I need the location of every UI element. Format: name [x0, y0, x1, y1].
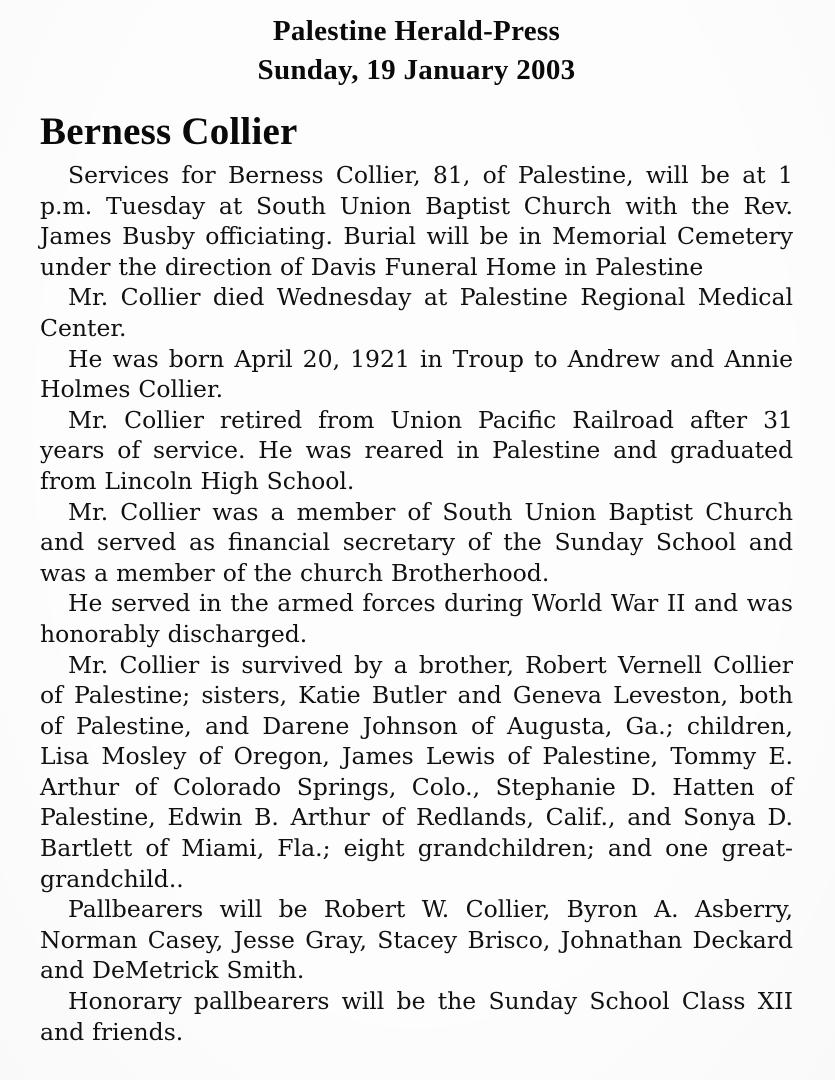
obituary-paragraph: Mr. Collier died Wednesday at Palestine Regional Medical Center.: [40, 283, 793, 342]
obituary-headline: Berness Collier: [40, 110, 298, 153]
obituary-paragraph: Mr. Collier is survived by a brother, Robert Vernell Collier of Palestine; sisters, Katie Butler and Geneva Leveston, both of Palestine, and Darene Johnson of Augusta, Ga.; children, Lisa Mosley of Oregon, James Lewis of Palestine, Tommy E. Arthur of Colorado Springs, Colo., Stephanie D. Hatten of Palestine, Edwin B. Arthur of Redlands, Calif., and Sonya D. Bartlett of Miami, Fla.; eight grandchildren; and one great-grandchild..: [40, 650, 793, 893]
obituary-paragraph: He served in the armed forces during World War II and was honorably discharged.: [40, 589, 793, 648]
obituary-paragraph: Mr. Collier was a member of South Union Baptist Church and served as financial secretary of the Sunday School and was a member of the church Brotherhood.: [40, 497, 793, 587]
article-body: [40, 160, 793, 1047]
obituary-paragraph: Pallbearers will be Robert W. Collier, Byron A. Asberry, Norman Casey, Jesse Gray, Stacey Brisco, Johnathan Deckard and DeMetrick Smith.: [40, 895, 793, 985]
obituary-paragraph: He was born April 20, 1921 in Troup to Andrew and Annie Holmes Collier.: [40, 344, 793, 404]
obituary-paragraph: Mr. Collier retired from Union Pacific Railroad after 31 years of service. He was reared in Palestine and graduated from Lincoln High School.: [40, 405, 793, 495]
publication-date: Sunday, 19 January 2003: [257, 54, 576, 86]
obituary-paragraph: Honorary pallbearers will be the Sunday School Class XII and friends.: [40, 987, 793, 1046]
obituary-paragraph: Services for Berness Collier, 81, of Palestine, will be at 1 p.m. Tuesday at South Union Baptist Church with the Rev. James Busby officiating. Burial will be in Memorial Cemetery under the direction of Davis Funeral Home in Palestine: [40, 161, 793, 281]
masthead: [40, 12, 793, 90]
publication-title: Palestine Herald-Press: [272, 15, 561, 47]
